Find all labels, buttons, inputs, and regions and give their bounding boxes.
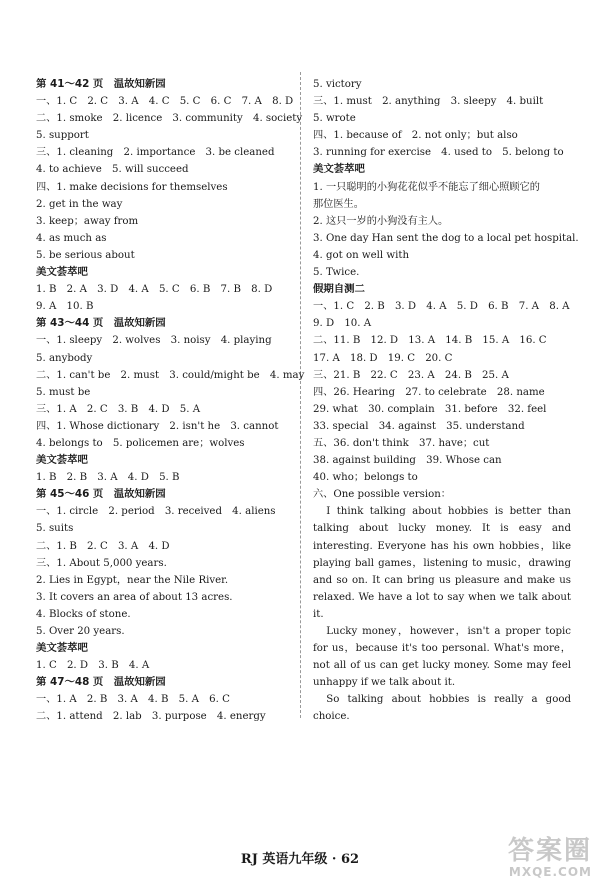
- answer-line: 三、1. cleaning 2. importance 3. be cleaned: [36, 147, 275, 159]
- answer-line: 1. C 2. D 3. B 4. A: [36, 660, 150, 672]
- answer-line: 三、1. A 2. C 3. B 4. D 5. A: [36, 403, 201, 415]
- answer-line: 三、1. About 5,000 years.: [36, 557, 167, 569]
- essay-paragraph-3: So talking about hobbies is really a good choice.: [313, 694, 571, 723]
- answer-line: 5. must be: [36, 386, 91, 398]
- answer-line: 4. belongs to 5. policemen are；wolves: [36, 437, 245, 449]
- answer-line: 二、1. smoke 2. licence 3. community 4. society: [36, 113, 303, 125]
- watermark-text-top: 答案圈: [507, 836, 592, 866]
- answer-line: 1. 一只聪明的小狗花花似乎不能忘了细心照顾它的: [313, 181, 540, 193]
- answer-line: 3. It covers an area of about 13 acres.: [36, 591, 233, 603]
- section-heading: 第 41～42 页 温故知新园: [36, 78, 166, 90]
- answer-line: 40. who；belongs to: [313, 472, 418, 484]
- answer-line: 一、1. C 2. C 3. A 4. C 5. C 6. C 7. A 8. D: [36, 96, 294, 108]
- answer-line: 二、1. can't be 2. must 3. could/might be 4. may: [36, 369, 305, 381]
- answer-line: 17. A 18. D 19. C 20. C: [313, 352, 453, 364]
- essay-paragraph-2: Lucky money，however，isn't a proper topic for us，because it's too personal. What's more，not all of us can get lucky money. Some may feel unhappy if we talk about it.: [313, 626, 571, 689]
- answer-line: 二、1. attend 2. lab 3. purpose 4. energy: [36, 711, 266, 723]
- answer-line: 9. A 10. B: [36, 301, 94, 313]
- answer-line: 一、1. circle 2. period 3. received 4. aliens: [36, 506, 276, 518]
- watermark-text-bottom: MXQE.COM: [508, 865, 592, 879]
- section-heading: 美文荟萃吧: [36, 266, 88, 279]
- right-column: [313, 76, 579, 726]
- answer-line: 六、One possible version：: [313, 489, 451, 501]
- answer-line: 2. get in the way: [36, 198, 123, 210]
- answer-line: 四、1. because of 2. not only；but also: [313, 130, 518, 142]
- section-heading: 第 43～44 页 温故知新园: [36, 317, 166, 330]
- answer-line: 四、1. Whose dictionary 2. isn't he 3. cannot: [36, 420, 279, 432]
- section-heading: 美文荟萃吧: [36, 454, 88, 467]
- answer-line: 3. keep；away from: [36, 215, 139, 227]
- answer-line: 2. 这只一岁的小狗没有主人。: [313, 215, 449, 227]
- answer-line: 5. anybody: [36, 352, 93, 364]
- column-divider: [300, 72, 301, 718]
- answer-line: 4. got on well with: [313, 249, 410, 261]
- answer-line: 四、26. Hearing 27. to celebrate 28. name: [313, 386, 545, 398]
- answer-line: 一、1. C 2. B 3. D 4. A 5. D 6. B 7. A 8. A: [313, 301, 570, 313]
- answer-line: 四、1. make decisions for themselves: [36, 181, 228, 193]
- right-column-answers: [313, 76, 579, 503]
- answer-line: 4. to achieve 5. will succeed: [36, 164, 189, 176]
- answer-line: 一、1. A 2. B 3. A 4. B 5. A 6. C: [36, 694, 230, 706]
- answer-line: 9. D 10. A: [313, 318, 372, 330]
- answer-line: 33. special 34. against 35. understand: [313, 420, 525, 432]
- answer-line: 那位医生。: [313, 198, 364, 210]
- answer-line: 1. B 2. B 3. A 4. D 5. B: [36, 472, 180, 484]
- section-heading: 美文荟萃吧: [313, 163, 365, 176]
- left-column: [36, 76, 305, 726]
- answer-line: 二、1. B 2. C 3. A 4. D: [36, 540, 170, 552]
- answer-line: 4. Blocks of stone.: [36, 608, 131, 620]
- essay-paragraph-1: I think talking about hobbies is better than talking about lucky money. It is easy and interesting. Everyone has his own hobbies，like playing ball games，listening to music，drawing and so on. It can bring us pleasure and make us relaxed. We have a lot to say when we talk about it.: [313, 506, 571, 620]
- essay-block: [313, 503, 571, 725]
- answer-line: 3. One day Han sent the dog to a local pet hospital.: [313, 232, 579, 244]
- section-heading: 美文荟萃吧: [36, 642, 88, 655]
- answer-line: 三、21. B 22. C 23. A 24. B 25. A: [313, 369, 509, 381]
- answer-line: 二、11. B 12. D 13. A 14. B 15. A 16. C: [313, 335, 547, 347]
- section-heading: 第 47～48 页 温故知新园: [36, 676, 166, 689]
- answer-line: 5. Over 20 years.: [36, 626, 125, 637]
- answer-line: 三、1. must 2. anything 3. sleepy 4. built: [313, 96, 544, 108]
- answer-line: 5. wrote: [313, 113, 356, 125]
- answer-line: 5. support: [36, 130, 89, 142]
- watermark-logo: [472, 837, 592, 881]
- answer-line: 3. running for exercise 4. used to 5. belong to: [313, 147, 564, 159]
- section-heading: 假期自测二: [313, 283, 365, 296]
- answer-line: 2. Lies in Egypt，near the Nile River.: [36, 574, 229, 586]
- answer-line: 一、1. sleepy 2. wolves 3. noisy 4. playing: [36, 335, 272, 347]
- answer-line: 5. be serious about: [36, 249, 135, 261]
- answer-line: 五、36. don't think 37. have；cut: [313, 437, 490, 449]
- answer-line: 29. what 30. complain 31. before 32. feel: [313, 403, 547, 415]
- answer-line: 4. as much as: [36, 232, 107, 244]
- page-footer: RJ 英语九年级 · 62: [240, 852, 360, 867]
- section-heading: 第 45～46 页 温故知新园: [36, 488, 166, 501]
- answer-line: 5. victory: [313, 79, 362, 90]
- answer-line: 1. B 2. A 3. D 4. A 5. C 6. B 7. B 8. D: [36, 284, 273, 296]
- answer-line: 5. Twice.: [313, 267, 360, 279]
- answer-line: 5. suits: [36, 523, 74, 535]
- answer-line: 38. against building 39. Whose can: [313, 455, 502, 467]
